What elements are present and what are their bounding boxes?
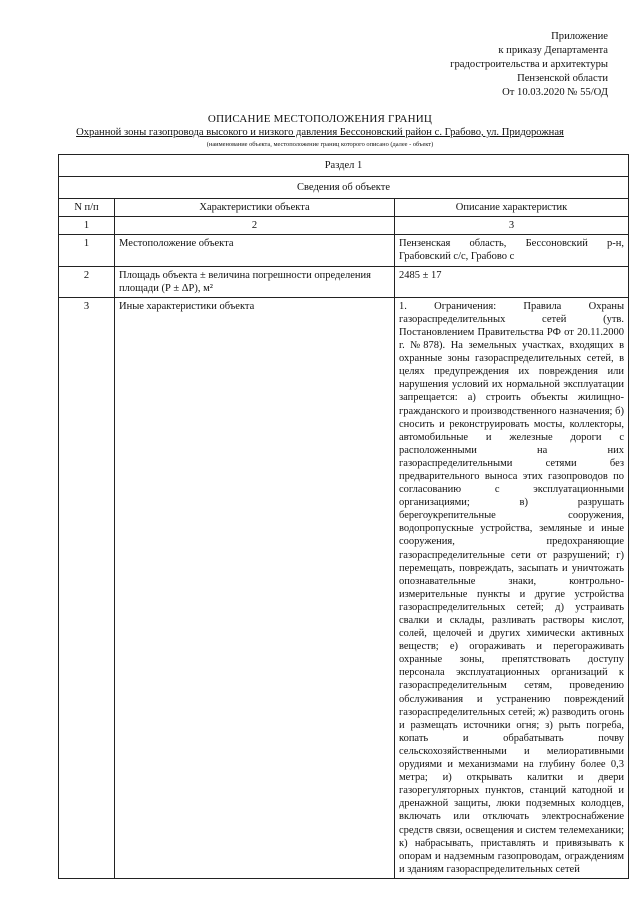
row-description: Пензенская область, Бессоновский р-н, Грабовский с/с, Грабово с xyxy=(395,235,629,266)
column-number: 3 xyxy=(395,217,629,235)
approval-line: градостроительства и архитектуры xyxy=(450,59,608,70)
column-number-row xyxy=(59,217,629,235)
row-number: 2 xyxy=(59,266,115,297)
column-header: Описание характеристик xyxy=(395,199,629,217)
object-info-table xyxy=(58,154,629,879)
row-number: 1 xyxy=(59,235,115,266)
row-description: 2485 ± 17 xyxy=(395,266,629,297)
approval-stamp xyxy=(308,30,608,100)
section-title-row xyxy=(59,177,629,199)
section-title: Сведения об объекте xyxy=(59,177,629,199)
table-row xyxy=(59,266,629,297)
row-characteristic: Местоположение объекта xyxy=(115,235,395,266)
object-caption: (наименование объекта, местоположение границ которого описано (далее - объект) xyxy=(206,141,434,148)
column-header: Характеристики объекта xyxy=(115,199,395,217)
table-row xyxy=(59,235,629,266)
approval-line: к приказу Департамента xyxy=(498,45,608,56)
approval-line: Приложение xyxy=(551,31,608,42)
table-row xyxy=(59,297,629,878)
object-name: Охранной зоны газопровода высокого и низкого давления Бессоновский район с. Грабово, ул. Придорожная xyxy=(76,127,564,138)
section-row xyxy=(59,155,629,177)
document-title: ОПИСАНИЕ МЕСТОПОЛОЖЕНИЯ ГРАНИЦ xyxy=(207,113,433,125)
column-header: N п/п xyxy=(59,199,115,217)
column-number: 1 xyxy=(59,217,115,235)
row-description: 1. Ограничения: Правила Охраны газораспределительных сетей (утв. Постановлением Правительства РФ от 20.11.2000 г. №878). На земельных участках, входящих в охранные зоны газораспределительных сетей, в целях предупреждения их повреждения или нарушения условий их нормальной эксплуатации запрещается: а) строить объекты жилищно-гражданского и производственного назначения; б) сносить и реконструировать мосты, коллекторы, автомобильные и железные дороги с расположенными на них газораспределительными сетями без предварительного выноса этих газопроводов по согласованию с эксплуатационными организациями; в) разрушать берегоукрепительные сооружения, водопропускные устройства, земляные и иные сооружения, предохраняющие газораспределительные сети от разрушений; г) перемещать, повреждать, засыпать и уничтожать опознавательные знаки, контрольно-измерительные пункты и другие устройства газораспределительных сетей; д) устраивать свалки и склады, разливать растворы кислот, солей, щелочей и других химически активных веществ; е) огораживать и перегораживать охранные зоны, препятствовать доступу персонала эксплуатационных организаций к газораспределительным сетям, проведению обслуживания и устранению повреждений газораспределительных сетей; ж) разводить огонь и размещать источники огня; з) рыть погреба, копать и обрабатывать почву сельскохозяйственными и мелиоративными орудиями и механизмами на глубину более 0,3 метра; и) открывать калитки и двери газорегуляторных пунктов, станций катодной и дренажной защиты, люки подземных колодцев, включать или отключать электроснабжение средств связи, освещения и систем телемеханики; к) набрасывать, приставлять и привязывать к опорам и надземным газопроводам, ограждениям и зданиям газораспределительных сетей xyxy=(395,297,629,878)
column-number: 2 xyxy=(115,217,395,235)
approval-line: От 10.03.2020 № 55/ОД xyxy=(502,87,608,98)
header-row xyxy=(59,199,629,217)
section-label: Раздел 1 xyxy=(59,155,629,177)
row-characteristic: Иные характеристики объекта xyxy=(115,297,395,878)
row-characteristic: Площадь объекта ± величина погрешности определения площади (Р ± ΔР), м² xyxy=(115,266,395,297)
approval-line: Пензенской области xyxy=(517,73,608,84)
row-number: 3 xyxy=(59,297,115,878)
